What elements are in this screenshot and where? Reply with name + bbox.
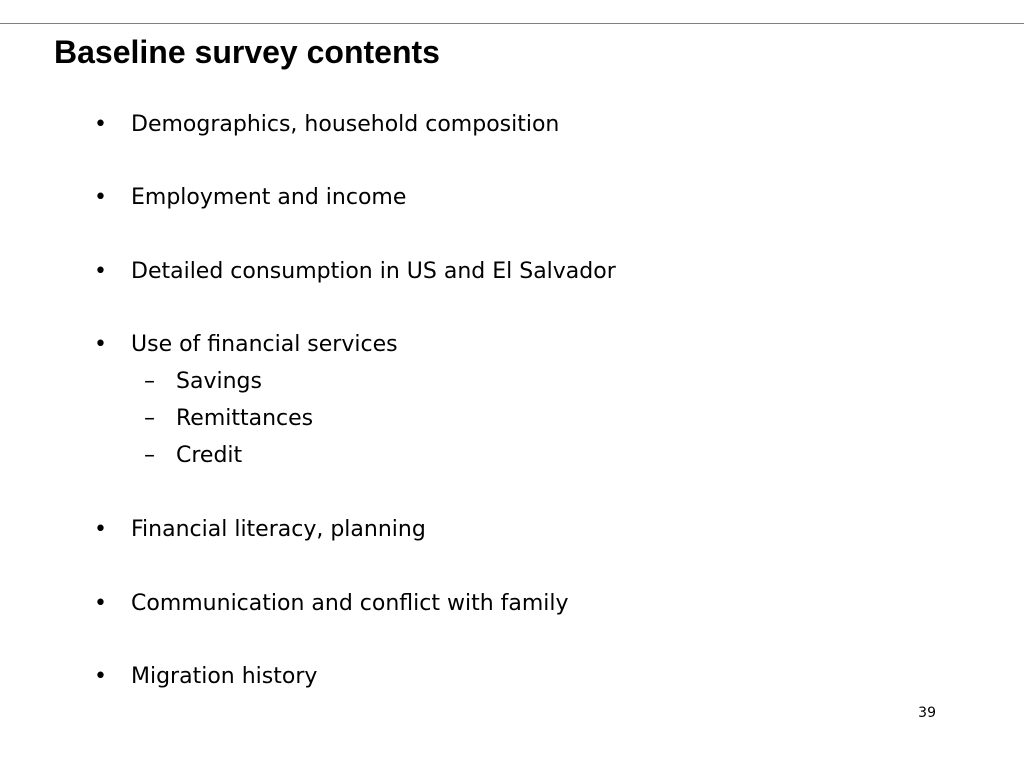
sub-bullet-marker: – [144, 443, 155, 468]
bullet-text: Use of financial services [131, 332, 398, 357]
sub-bullet-item [144, 404, 313, 434]
sub-bullet-marker: – [144, 406, 155, 431]
sub-bullet-text: Remittances [176, 406, 314, 431]
bullet-marker: • [94, 332, 107, 357]
bullet-text: Migration history [131, 664, 318, 689]
page-number: 39 [918, 705, 936, 721]
sub-bullet-text: Credit [176, 443, 243, 468]
bullet-marker: • [94, 185, 107, 210]
bullet-marker: • [94, 112, 107, 137]
bullet-text: Communication and conflict with family [131, 591, 569, 616]
top-divider [0, 23, 1024, 24]
bullet-item [94, 515, 426, 545]
sub-bullet-item [144, 367, 262, 397]
bullet-text: Employment and income [131, 185, 407, 210]
bullet-item [94, 589, 569, 619]
sub-bullet-marker: – [144, 369, 155, 394]
bullet-marker: • [94, 664, 107, 689]
sub-bullet-text: Savings [176, 369, 262, 394]
bullet-marker: • [94, 517, 107, 542]
bullet-text: Demographics, household composition [131, 112, 560, 137]
sub-bullet-item [144, 441, 242, 471]
bullet-item [94, 662, 317, 692]
slide-title: Baseline survey contents [54, 34, 440, 70]
bullet-text: Financial literacy, planning [131, 517, 426, 542]
bullet-item [94, 183, 406, 213]
bullet-marker: • [94, 259, 107, 284]
bullet-item [94, 330, 398, 360]
bullet-marker: • [94, 591, 107, 616]
bullet-text: Detailed consumption in US and El Salvador [131, 259, 616, 284]
bullet-item [94, 257, 616, 287]
bullet-item [94, 110, 559, 140]
